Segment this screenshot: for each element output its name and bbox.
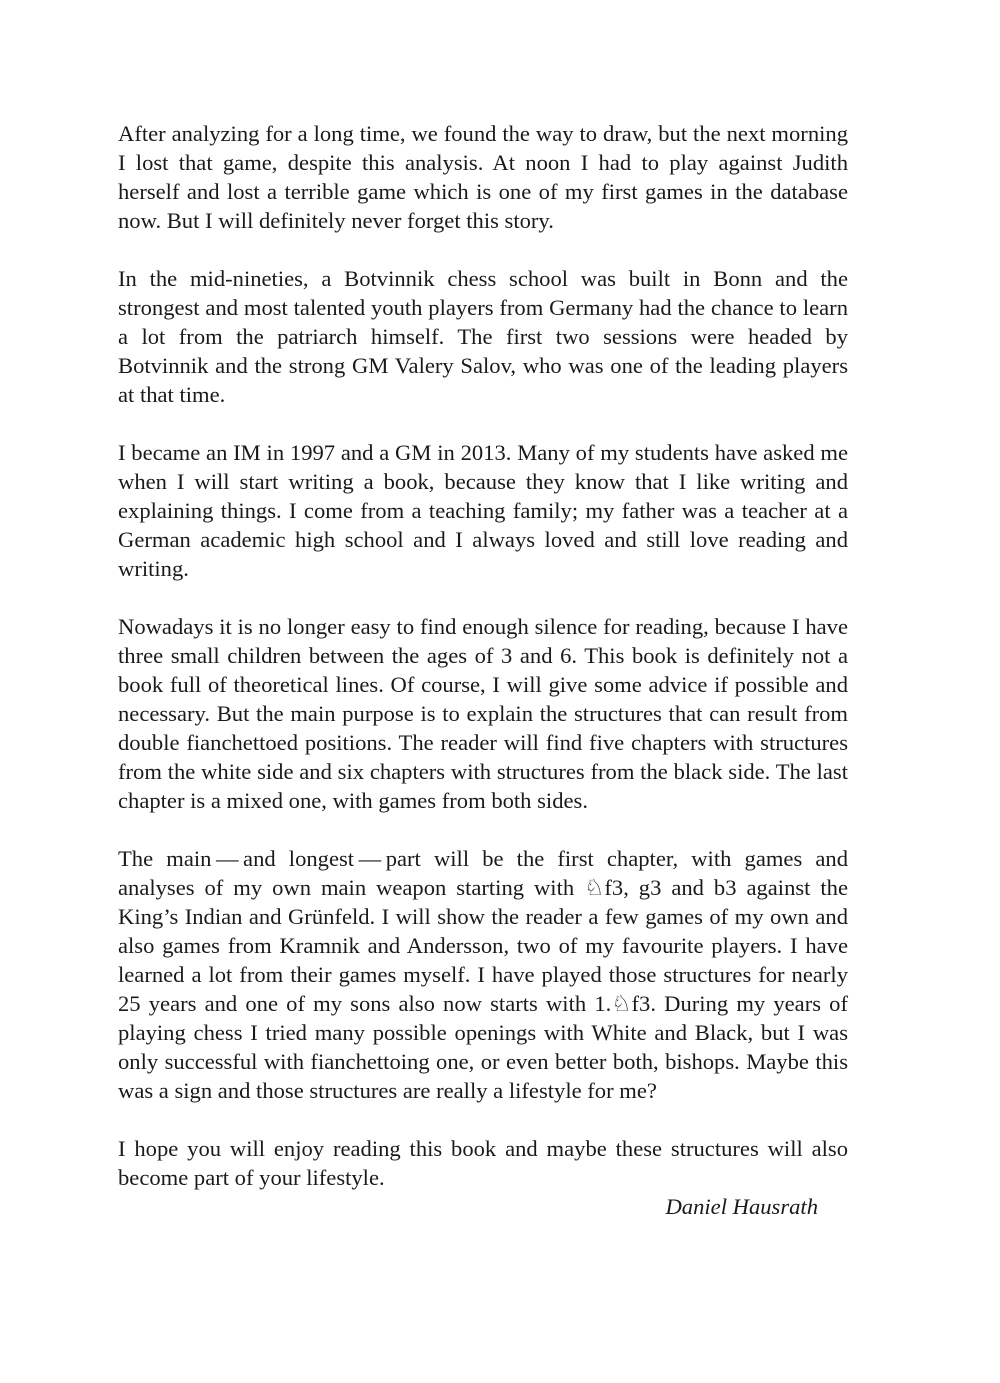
author-signature: Daniel Hausrath: [665, 1194, 818, 1219]
paragraph-4: Nowadays it is no longer easy to find enough silence for reading, because I have three small children between the ages of 3 and 6. This book is definitely not a book full of theoretical lines. Of course, I will give some advice if possible and necessary. But the main purpose is to explain the structures that can result from double fianchettoed positions. The reader will find five chapters with structures from the white side and six chapters with structures from the black side. The last chapter is a mixed one, with games from both sides.: [118, 614, 848, 813]
preface-text-body: [118, 119, 848, 1221]
paragraph-5: The main — and longest — part will be the first chapter, with games and analyses of my own main weapon starting with ♘f3, g3 and b3 against the King’s Indian and Grünfeld. I will show the reader a few games of my own and also games from Kramnik and Andersson, two of my favourite players. I have learned a lot from their games myself. I have played those structures for nearly 25 years and one of my sons also now starts with 1.♘f3. During my years of playing chess I tried many possible openings with White and Black, but I was only successful with fianchettoing one, or even better both, bishops. Maybe this was a sign and those structures are really a lifestyle for me?: [118, 846, 848, 1103]
paragraph-2: In the mid-nineties, a Botvinnik chess school was built in Bonn and the strongest and most talented youth players from Germany had the chance to learn a lot from the patriarch himself. The first two sessions were headed by Botvinnik and the strong GM Valery Salov, who was one of the leading players at that time.: [118, 266, 848, 407]
paragraph-6: I hope you will enjoy reading this book and maybe these structures will also become part of your lifestyle.: [118, 1136, 848, 1190]
paragraph-3: I became an IM in 1997 and a GM in 2013. Many of my students have asked me when I will start writing a book, because they know that I like writing and explaining things. I come from a teaching family; my father was a teacher at a German academic high school and I always loved and still love reading and writing.: [118, 440, 848, 581]
paragraph-1: After analyzing for a long time, we found the way to draw, but the next morning I lost that game, despite this analysis. At noon I had to play against Judith herself and lost a terrible game which is one of my first games in the database now. But I will definitely never forget this story.: [118, 121, 848, 233]
